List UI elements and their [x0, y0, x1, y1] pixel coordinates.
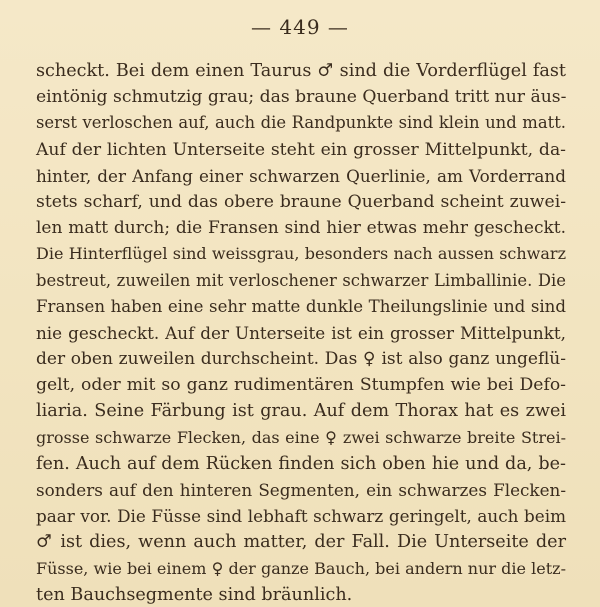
text-line: nie gescheckt. Auf der Unterseite ist ein grosser Mittelpunkt,	[36, 322, 566, 343]
text-line: Auf der lichten Unterseite steht ein grosser Mittelpunkt, da-	[36, 139, 566, 160]
text-line: liaria. Seine Färbung ist grau. Auf dem Thorax hat es zwei	[36, 401, 566, 422]
text-line: len matt durch; die Fransen sind hier etwas mehr gescheckt.	[36, 218, 566, 239]
text-line: ♂ ist dies, wenn auch matter, der Fall. Die Unterseite der	[36, 532, 566, 553]
text-line: fen. Auch auf dem Rücken finden sich oben hie und da, be-	[36, 453, 566, 474]
text-line: grosse schwarze Flecken, das eine ♀ zwei schwarze breite Strei-	[36, 427, 566, 447]
text-line: sonders auf den hinteren Segmenten, ein schwarzes Flecken-	[36, 480, 566, 500]
text-line: serst verloschen auf, auch die Randpunkte sind klein und matt.	[36, 113, 566, 133]
text-line: eintönig schmutzig grau; das braune Querband tritt nur äus-	[36, 87, 567, 108]
text-line: Die Hinterflügel sind weissgrau, besonders nach aussen schwarz	[36, 244, 566, 264]
text-line: Fransen haben eine sehr matte dunkle Theilungslinie und sind	[36, 296, 566, 316]
text-line: der oben zuweilen durchscheint. Das ♀ ist also ganz ungeflü-	[36, 349, 566, 370]
text-line: ten Bauchsegmente sind bräunlich.	[36, 584, 353, 605]
page-number: — 449 —	[251, 15, 349, 39]
text-line: hinter, der Anfang einer schwarzen Querlinie, am Vorderrand	[36, 165, 566, 186]
text-line: stets scharf, und das obere braune Querband scheint zuwei-	[36, 191, 566, 212]
body-text	[36, 58, 566, 607]
text-line: Füsse, wie bei einem ♀ der ganze Bauch, bei andern nur die letz-	[36, 558, 566, 578]
text-line: gelt, oder mit so ganz rudimentären Stumpfen wie bei Defo-	[36, 375, 566, 396]
text-line: paar vor. Die Füsse sind lebhaft schwarz geringelt, auch beim	[36, 506, 566, 527]
text-line: scheckt. Bei dem einen Taurus ♂ sind die Vorderflügel fast	[36, 61, 566, 81]
text-line: bestreut, zuweilen mit verloschener schwarzer Limballinie. Die	[36, 270, 566, 290]
